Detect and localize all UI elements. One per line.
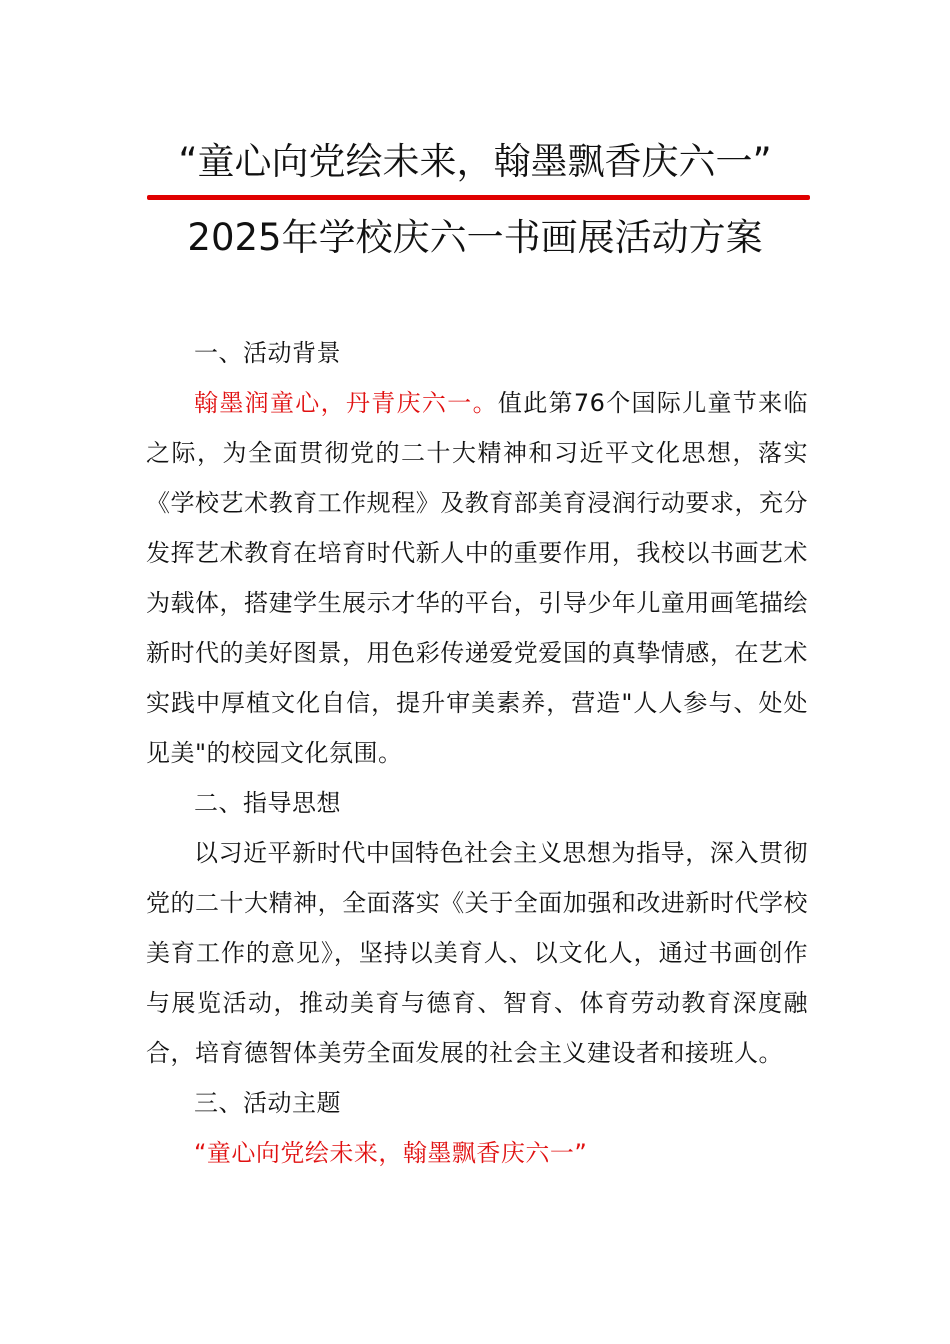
section-paragraph-guiding-thought: 以习近平新时代中国特色社会主义思想为指导，深入贯彻党的二十大精神，全面落实《关于全面加强和改进新时代学校美育工作的意见》，坚持以美育人、以文化人，通过书画创作与展览活动，推动美育与德育、智育、体育劳动教育深度融合，培育德智体美劳全面发展的社会主义建设者和接班人。 bbox=[146, 839, 808, 1067]
section-paragraph-background bbox=[146, 378, 808, 778]
document-body bbox=[146, 328, 808, 1178]
section-heading-theme: 三、活动主题 bbox=[194, 1089, 341, 1117]
red-divider-rule bbox=[147, 195, 810, 200]
section-heading-background: 一、活动背景 bbox=[194, 339, 341, 367]
section-heading-guiding-thought: 二、指导思想 bbox=[194, 789, 341, 817]
highlight-red-lead: 翰墨润童心，丹青庆六一。 bbox=[194, 389, 498, 417]
paragraph-text: 值此第76个国际儿童节来临之际，为全面贯彻党的二十大精神和习近平文化思想，落实《学校艺术教育工作规程》及教育部美育浸润行动要求，充分发挥艺术教育在培育时代新人中的重要作用，我校以书画艺术为载体，搭建学生展示才华的平台，引导少年儿童用画笔描绘新时代的美好图景，用色彩传递爱党爱国的真挚情感，在艺术实践中厚植文化自信，提升审美素养，营造"人人参与、处处见美"的校园文化氛围。 bbox=[146, 389, 808, 767]
document-title-line1: “童心向党绘未来，翰墨飘香庆六一” bbox=[178, 140, 772, 183]
section-theme-red: “童心向党绘未来，翰墨飘香庆六一” bbox=[194, 1139, 588, 1167]
document-title-line2: 2025年学校庆六一书画展活动方案 bbox=[187, 216, 763, 259]
